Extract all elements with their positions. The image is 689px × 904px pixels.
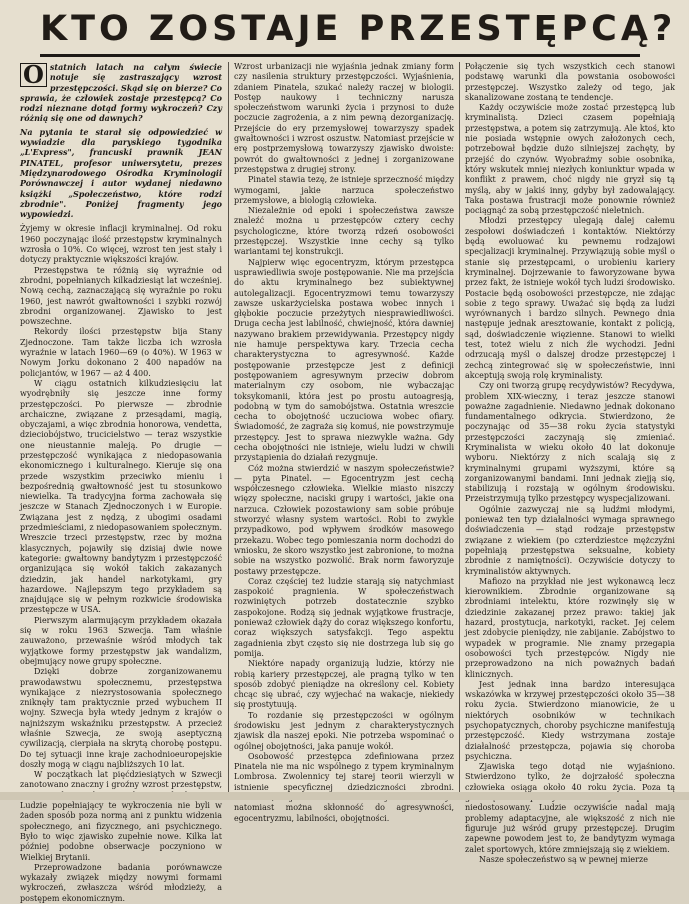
body-paragraph: Pinatel stawia tezę, że istnieje sprzeczność między wymogami, jakie narzuca społeczeństwo przemysłowe, a biologią człowieka. — [234, 175, 454, 205]
body-paragraph: Najpierw więc egocentryzm, którym przestępca usprawiedliwia swoje postępowanie. Nie ma przejścia do aktu kryminalnego bez subiektywnej autolegalizacji. Egocentryzmowi temu towarzyszy zawsze uskarżycielska postawa wobec innych i głębokie poczucie przeżytych niesprawiedliwości. Druga cecha jest labilność, chwiejność, która dawniej nazywano brakiem przewidywania. Przestępcy nigdy nie hamuje perspektywa kary. Trzecia cecha charakterystyczna to agresywność. Każde postępowanie przestępcze jest z definicji postępowaniem agresywnym przeciw dobrom materialnym czy osobom, nie wybaczając toksykomanii, która jest po prostu autoagresją, podobną w tym do samobójstwa. Ostatnia wreszcie cecha to obojętność uczuciowa wobec ofiary. Świadomość, że zagraża się komuś, nie powstrzymuje przestępcy. Jest to sprawa niezwykle ważna. Gdy cecha obojętności nie istnieje, wielu ludzi w chwili przystąpienia do działań rezygnuje. — [234, 257, 454, 463]
body-paragraph: Pierwszym alarmującym przykładem okazała się w roku 1963 Szwecja. Tam właśnie zauważono, przewaśnie wśród młodych tak wyjątkowe formy przestępstw jak wandalizm, obejmujący nowe grupy społeczne. — [20, 615, 222, 666]
column-2 — [234, 62, 454, 823]
body-paragraph: Żyjemy w okresie inflacji kryminalnej. Od roku 1960 poczynając ilość przestępstw kryminalnych wzrosła o 10%. Co więcej, wzrost ten jest stały i dotyczy praktycznie większości krajów. — [20, 224, 222, 265]
body-paragraph: Młodzi przestępcy ulegają dalej całemu zespołowi doświadczeń i kontaktów. Niektórzy będą ewoluować ku pewnemu rodzajowi specjalizacji kryminalnej. Przywiązują sobie myśl o stanie się przestępcami, o urobieniu kariery kryminalnej. Dojrzewanie to faworyzowane bywa przez fakt, że istnieje wokół tych ludzi środowisko. Postacie będą osobowości przestępcze, nie zdając sobie z tego sprawy. Uważać się będą za ludzi wyrównanych i bardzo silnych. Pewnego dnia następuje jednak aresztowanie, kontakt z policją, sąd, doświadczenie więzienne. Stanowi to wielki test, toteż wielu z nich źle wychodzi. Jedni odrzucają myśl o dalszej drodze przestępczej i zechcą zintegrować się w społeczeństwie, inni akceptują swoją rolę kryminalisty. — [465, 216, 675, 380]
body-paragraph: Dzięki dobrze zorganizowanemu prawodawstwu społecznemu, przestępstwa wynikające z niezrystosowania społecznego zniknęły tam praktycznie przed wybuchem II wojny. Szwecja była wtedy jednym z krajów o najniższym wskaźniku przestępstw. A przecież właśnie Szwecja, ze swoją aseptyczną cywilizacją, cierpiała na skrytą chorobę postępu. Do tej sytuacji inne kraje zachodnioeuropejskie doszły mogą w ciągu najbliższych 10 lat. — [20, 667, 222, 769]
body-paragraph: Ogólnie zazwyczaj nie są ludźmi młodymi, ponieważ ten typ działalności wymaga sprawnego doświadczenia — stąd rodzaje przestępstw związane z wiekiem (po czterdziestce mężczyźni popełniają przestępstwa seksualne, kobiety zbrodnie z namiętności). Oczywiście dotyczy to kryminalistów aktywnych. — [465, 504, 675, 576]
body-paragraph: Osobowość przestępca zdefiniowana przez Pinatela nie ma nic wspólnego z typem kryminalnym Lombrosa. Zwolennicy tej starej teorii wierzyli w istnienie specyficznej dziedziczności zbrodni. natomiast można skłonność do agresywności, egocentryzmu, labilności, obojętności. — [234, 751, 454, 823]
header — [0, 0, 689, 58]
body-paragraph: To rozdanie się przestępczości w ogólnym środowisku jest jednym z charakterystycznych zjawisk dla naszej epoki. Nie potrzeba wspominać o ogólnej obojętności, jaka panuje wokół. — [234, 710, 454, 751]
lead-paragraph: statnich latach na całym świecie notuje się zastraszający wzrost przestępczości. Skąd się on bierze? Co sprawia, że człowiek zostaje przestępcą? Co rodzi nieznane dotąd formy wykroczeń? Czy różnią się one od dawnych? — [20, 62, 222, 124]
body-paragraph: Coraz częściej też ludzie starają się natychmiast zaspokoić pragnienia. W społeczeństwach rozwiniętych potrzeb dostatecznie szybko zaspokojone. Rodzą się jednak wyjątkowe frustracje, ponieważ człowiek dąży do coraz większego konfortu, coraz większych satysfakcji. Tego aspektu zagadnienia zbyt często się nie dostrzega lub się go pomija. — [234, 576, 454, 658]
body-paragraph: W początkach lat pięćdziesiątych w Szwecji zanotowano znaczny i groźny wzrost przestępstw, Ludzie popełniający te wykroczenia nie byli w żaden sposób poza normą ani z punktu widzenia społecznego, ani fizycznego, ani psychicznego. Było to więc zjawisko zupełnie nowe. Kilka lat później podobne obserwacje poczyniono w Wielkiej Brytanii. — [20, 770, 222, 862]
body-paragraph: Czy oni tworzą grupę recydywistów? Recydywa, problem XIX-wieczny, i teraz jeszcze stanowi poważne zagadnienie. Niedawno jednak dokonano fundamentalnego odkrycia. Stwierdzono, że poczynając od 35—38 roku życia statystyki przestępczości zaczynają się zmieniać. Kryminalista w wieku około 40 lat dokonuje wyboru. Niektórzy z nich scalają się z kryminalnymi grupami wyższymi, które są zorganizowanymi bandami. Inni jednak ziejją się, stabilizują i rozstają w ogólnym środowisku. Przeistrzymują tylko przestępcy wyspecjalizowani. — [465, 381, 675, 504]
body-paragraph: Każdy oczywiście może zostać przestępcą lub kryminalistą. Dzieci czasem popełniają przestępstwa, a potem się zatrzymują. Ale ktoś, kto nie posiada wstępnie owych założonych cech, potrzebował będzie dużo silniejszej zachęty, by przejść do czynów. Wyobraźmy sobie osobnika, który wskutek mniej niezłych koniunktur wpada w konflikt z prawem, choć nigdy nie gryzł się tą myślą, aby w jakiś inny, gdyby był zadowalający. Taka postawa frustracji może ponownie również pociągnąć za sobą przestępczość nieletnich. — [465, 103, 675, 216]
body-paragraph: Niektóre napady organizują ludzie, którzy nie robią kariery przestępczej, ale pragną tylko w ten sposób zdobyć pieniądze na określony cel. Kobiety chcąc się ubrać, czy wyjechać na wakacje, niekiedy się prostytuują. — [234, 659, 454, 710]
body-paragraph: Połączenie się tych wszystkich cech stanowi podstawę warunki dla powstania osobowości przestępczej. Wszystko zależy od tego, jak skanalizowane zostaną te tendencje. — [465, 62, 675, 102]
body-paragraph: Cóż można stwierdzić w naszym społeczeństwie? — pyta Pinatel. — Egocentryzm jest cechą współczesnego człowieka. Wielkie miasto niszczy więzy społeczne, naciski grupy i wartości, jakie ona narzuca. Człowiek pozostawiony sam sobie próbuje stworzyć własny system wartości. Robi to zwykle przypadkowo, pod wpływem środków masowego przekazu. Wobec tego pomieszania norm dochodzi do wniosku, że skoro wszystko jest zabronione, to można sobie na wszystko pozwolić. Brak norm faworyzuje postawy przestępcze. — [234, 463, 454, 576]
body-paragraph: Niezależnie od epoki i społeczeństwa zawsze znaleźć można u przestępców cztery cechy psychologiczne, które tworzą rdzeń osobowości przestępczej. Wszystkie inne cechy są tylko wariantami tej konstrukcji. — [234, 206, 454, 257]
body-paragraph: Zjawiska tego dotąd nie wyjaśniono. Stwierdzono tylko, że dojrzałość społeczna człowieka osiąga około 40 roku życia. Poza tą niedostosowany. Ludzie oczywiście nadal mają problemy adaptacyjne, ale większość z nich nie figuruje już wśród grupy przestępczej. Drugim zapewne powodem jest to, że bandytyzm wymaga zalet sportowych, które zmniejszają się z wiekiem. — [465, 762, 675, 854]
drop-cap: O — [20, 63, 47, 87]
column-divider — [459, 62, 460, 792]
body-paragraph: Przestępstwa te różnią się wyraźnie od zbrodni, popełnianych kilkadziesiąt lat wcześniej. Nową cechą, zaznaczającą się wyraźnie po roku 1960, jest nawrót gwałtowności i szybki rozwój zbrodni organizowanej. Zjawisko to jest powszechne. — [20, 265, 222, 327]
body-paragraph: Jest jednak inna bardzo interesująca wskazówka w krzywej przestępczości około 35—38 roku życia. Stwierdzono mianowicie, że u niektórych osobników w technikach psychopatycznych, choroby psychiczne manifestują przestępczość. Kiedy wstrzymana zostaje działalność przestępcza, pojawia się choroba psychiczna. — [465, 679, 675, 761]
headline: KTO ZOSTAJE PRZESTĘPCĄ? — [40, 4, 640, 57]
column-1 — [20, 60, 222, 903]
body-paragraph: Mafiozo na przykład nie jest wykonawcą lecz kierownikiem. Zbrodnie organizowane są zbrodniami intelektu, które rozwinęły się w dziedzinie zakazanej przez prawo: takiej jak hazard, prostytucja, narkotyki, racket. Jej celem jest zdobycie pieniędzy, nie zabijanie. Zabójstwo to wypadek w programie. Nie znamy przegapia osobowości tych przestępców. Nigdy nie przeprowadzono na nich poważnych badań klinicznych. — [465, 576, 675, 679]
body-paragraph: Przeprowadzone badania porównawcze wykazały związek między nowymi formami wykroczeń, zwłaszcza wśród młodzieży, a postępem ekonomicznym. — [20, 862, 222, 903]
page-edge — [0, 792, 689, 800]
body-paragraph: Nasze społeczeństwo są w pewnej mierze — [479, 854, 648, 864]
body-paragraph: Rekordy ilości przestępstw bija Stany Zjednoczone. Tam także liczba ich wzrosła wyraźnie w latach 1960—69 (o 40%). W 1963 w Nowym Jorku dokonano 2 400 napadów na policjantów, w 1967 — aż 4 400. — [20, 327, 222, 378]
body-paragraph: Wzrost urbanizacji nie wyjaśnia jednak zmiany form czy nasilenia struktury przestępczości. Wyjaśnienia, zdaniem Pinatela, szukać należy raczej w biologii. Postęp naukowy i techniczny narusza społeczeństwom warunki życia i przynosi to duże poczucie zagrożenia, a z nim pewną dezorganizację. Przejście do ery przemysłowej towarzyszy spadek gwałtowności i wzrost oszustw. Natomiast przejście w erę postprzemysłową towarzyszy zjawisko dwoiste: powrót do gwałtowności z jednej i zorganizowane przestępstwa z drugiej strony. — [234, 62, 454, 174]
author-note: Na pytania te starał się odpowiedzieć w wywiadzie dla paryskiego tygodnika „L'Express", francuski prawnik JEAN PINATEL, profesor uniwersytetu, prezes Międzynarodowego Ośrodka Kryminologii Porównawczej i autor wydanej niedawno książki „Społeczeństwo, które rodzi zbrodnie". Poniżej fragmenty jego wypowiedzi. — [20, 126, 222, 220]
column-3 — [465, 62, 675, 864]
body-paragraph: W ciągu ostatnich kilkudziesięciu lat wyodrębniły się jeszcze inne formy przestępczości. Po pierwsze — zbrodnie archaiczne, związane z przesądami, magią, obyczajami, a więc zbrodnia honorowa, vendetta, dzieciobójstwo, trucicielstwo — teraz wszystkie one nieustannie maleją. Po drugie — przestępczość wynikająca z niedopasowania ekonomicznego i kulturalnego. Kieruje się ona przede wszystkim przeciwko mieniu i bezpośrednią gwałtowność jest tu stosunkowo niewielka. Ta tradycyjna forma zachowała się jeszcze w Stanach Zjednoczonych i w Europie. Związana jest z nędzą, z ubogimi osadami przedmieściami, z niedopasowaniem społecznym. Wreszcie trzeci przestępstw, rzec by można klasycznych, pojawiły się dzisiaj dwie nowe kategorie: gwałtowny bandytyzm i przestępczość organizująca się wokół takich zakazanych dziedzin, jak handel narkotykami, gry hazardowe. Najlepszym tego przykładem są znajdujące się w pełnym rozkwicie środowiska przestępcze w USA. — [20, 378, 222, 615]
column-divider — [228, 62, 229, 792]
